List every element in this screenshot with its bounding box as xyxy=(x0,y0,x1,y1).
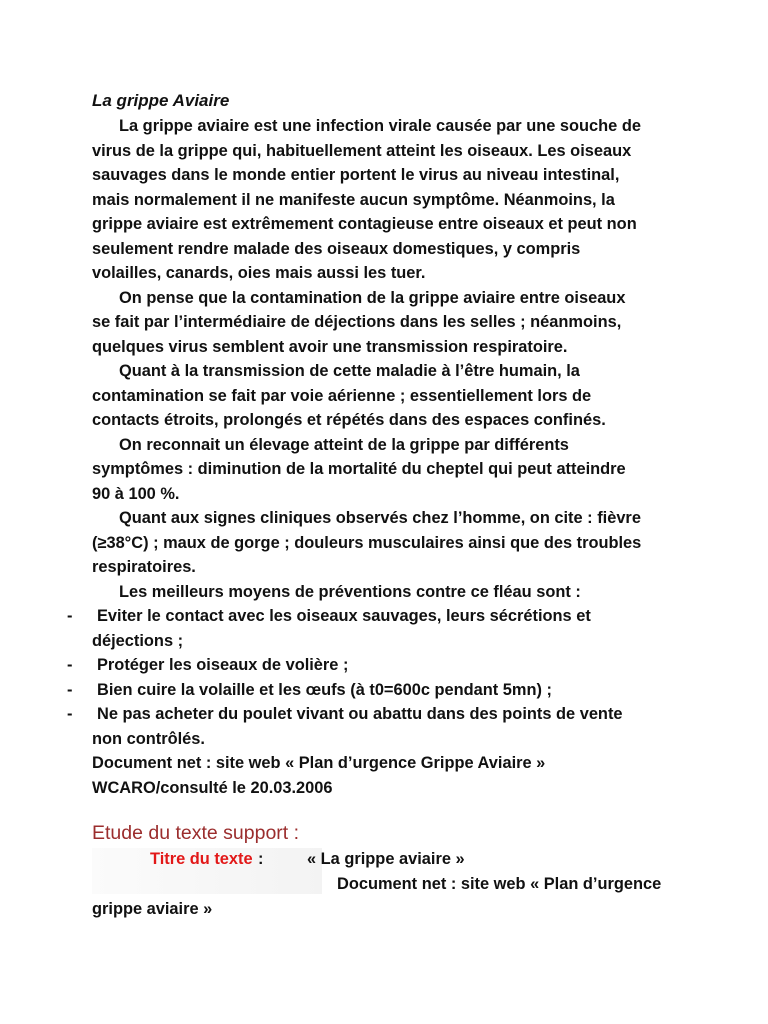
text-line: mais normalement il ne manifeste aucun symptôme. Néanmoins, la xyxy=(92,190,615,209)
bullet-dash: - xyxy=(67,656,73,674)
document-source xyxy=(92,751,692,800)
text-line: Les meilleurs moyens de préventions contre ce fléau sont : xyxy=(119,582,581,601)
text-title-label: Titre du texte xyxy=(150,850,253,868)
paragraph-definition xyxy=(92,114,692,286)
paragraph-human-transmission xyxy=(92,359,692,433)
paragraph-symptoms-farm xyxy=(92,433,692,507)
text-line: quelques virus semblent avoir une transmission respiratoire. xyxy=(92,337,568,356)
text-line: contacts étroits, prolongés et répétés dans des espaces confinés. xyxy=(92,411,606,429)
bullet-dash: - xyxy=(67,680,73,699)
source-line: WCARO/consulté le 20.03.2006 xyxy=(92,778,333,797)
text-line: seulement rendre malade des oiseaux domestiques, y compris xyxy=(92,239,581,258)
text-line: Quant aux signes cliniques observés chez l’homme, on cite : fièvre xyxy=(119,509,641,527)
paragraph-prevention-intro xyxy=(92,580,692,605)
paragraph-contamination xyxy=(92,286,692,360)
text-line: La grippe aviaire est une infection virale causée par une souche de xyxy=(119,117,641,135)
text-line: non contrôlés. xyxy=(92,729,205,748)
study-source-line: grippe aviaire » xyxy=(92,900,213,918)
study-heading: Etude du texte support : xyxy=(92,822,300,844)
text-line: volailles, canards, oies mais aussi les tuer. xyxy=(92,264,426,282)
text-line: déjections ; xyxy=(92,631,184,650)
text-line: (≥38°C) ; maux de gorge ; douleurs musculaires ainsi que des troubles xyxy=(92,533,642,552)
text-line: respiratoires. xyxy=(92,558,196,576)
bullet-dash: - xyxy=(67,607,73,625)
text-line: Bien cuire la volaille et les œufs (à t0=600c pendant 5mn) ; xyxy=(97,680,552,699)
document-body xyxy=(67,114,692,800)
paragraph-clinical-signs xyxy=(92,506,692,580)
text-line: Ne pas acheter du poulet vivant ou abattu dans des points de vente xyxy=(97,705,623,723)
bullet-dash: - xyxy=(67,705,73,723)
text-line: On reconnait un élevage atteint de la grippe par différents xyxy=(119,435,569,454)
study-source-line: Document net : site web « Plan d’urgence xyxy=(337,875,662,893)
text-title-colon: : xyxy=(258,850,264,868)
text-line: Eviter le contact avec les oiseaux sauvages, leurs sécrétions et xyxy=(97,607,591,625)
document-title: La grippe Aviaire xyxy=(92,91,230,110)
text-line: 90 à 100 %. xyxy=(92,484,180,503)
list-item xyxy=(67,702,692,751)
text-line: symptômes : diminution de la mortalité du cheptel qui peut atteindre xyxy=(92,460,626,478)
text-line: se fait par l’intermédiaire de déjections dans les selles ; néanmoins, xyxy=(92,313,622,331)
list-item xyxy=(67,653,692,678)
text-line: virus de la grippe qui, habituellement atteint les oiseaux. Les oiseaux xyxy=(92,141,632,160)
text-line: contamination se fait par voie aérienne ; essentiellement lors de xyxy=(92,386,592,405)
text-line: Quant à la transmission de cette maladie à l’être humain, la xyxy=(119,362,580,380)
list-item xyxy=(67,604,692,653)
text-line: grippe aviaire est extrêmement contagieuse entre oiseaux et peut non xyxy=(92,215,637,233)
text-line: On pense que la contamination de la grippe aviaire entre oiseaux xyxy=(119,288,626,307)
text-title-value: « La grippe aviaire » xyxy=(307,850,465,868)
source-line: Document net : site web « Plan d’urgence Grippe Aviaire » xyxy=(92,754,546,772)
text-line: Protéger les oiseaux de volière ; xyxy=(97,656,349,674)
text-line: sauvages dans le monde entier portent le virus au niveau intestinal, xyxy=(92,166,620,184)
list-item xyxy=(67,678,692,703)
